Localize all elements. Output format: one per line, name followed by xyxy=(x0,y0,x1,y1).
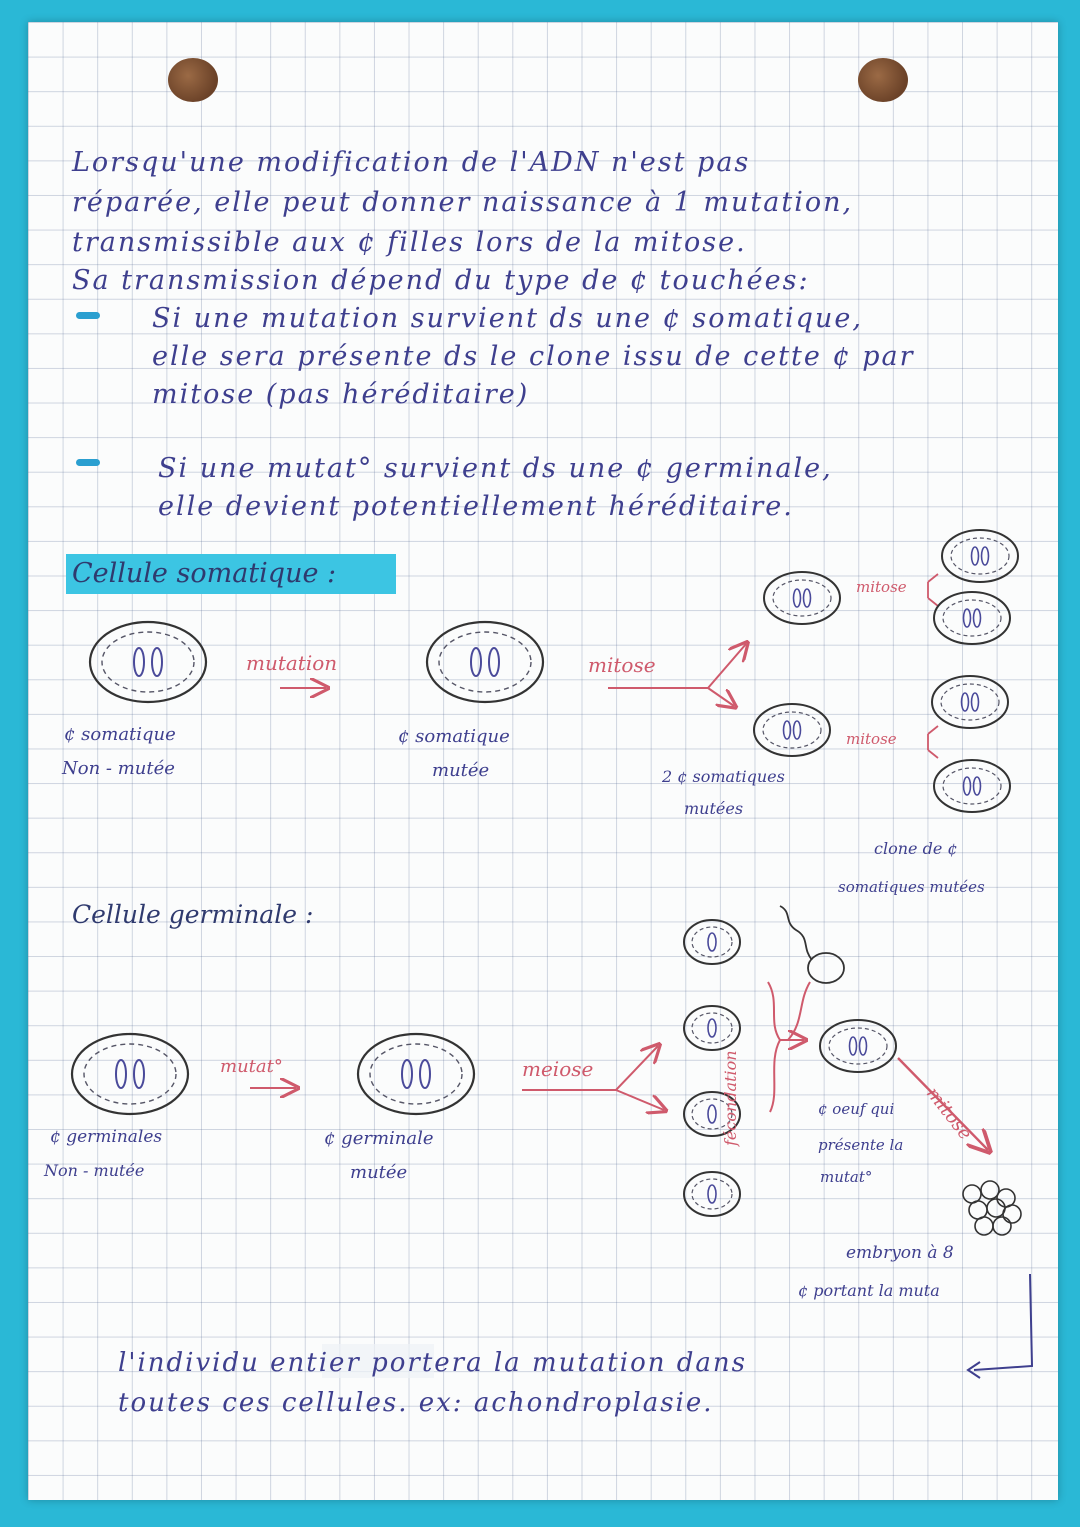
gamete-2 xyxy=(684,1006,740,1050)
label-somatic-mutated-1: ¢ somatique xyxy=(398,726,510,747)
intro-line-4: Sa transmission dépend du type de ¢ touchées: xyxy=(72,265,810,296)
label-embryo-2: ¢ portant la muta xyxy=(798,1281,940,1300)
label-egg-2: présente la xyxy=(818,1136,904,1154)
bullet-1-line-1: Si une mutation survient ds une ¢ somatique, xyxy=(152,303,863,334)
label-germinal-mutated-1: ¢ germinale xyxy=(324,1128,434,1149)
label-mitose-embryo: mitose xyxy=(921,1083,976,1145)
label-somatic-normal-2: Non - mutée xyxy=(62,758,175,779)
arrow-label-mutat: mutat° xyxy=(220,1056,283,1077)
arrow-label-mitose: mitose xyxy=(588,653,656,677)
intro-line-1: Lorsqu'une modification de l'ADN n'est pas xyxy=(72,147,751,178)
gamete-4 xyxy=(684,1172,740,1216)
label-somatic-normal-1: ¢ somatique xyxy=(64,724,176,745)
cell-germinal-mutated xyxy=(358,1034,474,1114)
conclusion-line-1: l'individu entier portera la mutation dans xyxy=(118,1348,747,1378)
cell-daughter-bottom xyxy=(754,704,830,756)
label-somatic-mutated-2: mutée xyxy=(432,760,490,781)
bullet-2-line-2: elle devient potentiellement héréditaire. xyxy=(158,491,794,522)
cell-egg xyxy=(820,1020,896,1072)
label-fecondation: fécondation xyxy=(721,1050,740,1146)
label-clone-2: somatiques mutées xyxy=(838,878,985,896)
cell-clone-2 xyxy=(934,592,1010,644)
label-mitose-bottom: mitose xyxy=(846,730,897,748)
bullet-2-line-1: Si une mutat° survient ds une ¢ germinale, xyxy=(158,453,833,484)
sperm-cell xyxy=(780,906,844,983)
label-egg-1: ¢ oeuf qui xyxy=(818,1100,895,1118)
label-daughters-2: mutées xyxy=(684,799,744,818)
bullet-1-line-3: mitose (pas héréditaire) xyxy=(152,379,530,410)
cell-clone-4 xyxy=(934,760,1010,812)
label-germinal-normal-1: ¢ germinales xyxy=(50,1127,163,1147)
gamete-1 xyxy=(684,920,740,964)
heading-somatic: Cellule somatique : xyxy=(72,558,337,589)
cell-somatic-mutated xyxy=(427,622,543,702)
label-daughters-1: 2 ¢ somatiques xyxy=(662,767,785,786)
cell-clone-1 xyxy=(942,530,1018,582)
cell-daughter-top xyxy=(764,572,840,624)
label-clone-1: clone de ¢ xyxy=(874,839,958,858)
heading-germinal: Cellule germinale : xyxy=(72,900,314,929)
arrow-label-mutation: mutation xyxy=(246,651,338,675)
intro-line-2: réparée, elle peut donner naissance à 1 mutation, xyxy=(72,187,854,218)
cell-clone-3 xyxy=(932,676,1008,728)
cell-somatic-normal xyxy=(90,622,206,702)
label-germinal-mutated-2: mutée xyxy=(350,1162,408,1183)
label-egg-3: mutat° xyxy=(820,1168,873,1186)
intro-line-3: transmissible aux ¢ filles lors de la mitose. xyxy=(72,227,747,258)
conclusion-line-2: toutes ces cellules. ex: achondroplasie. xyxy=(118,1388,714,1418)
embryo-8-cells xyxy=(963,1181,1021,1235)
label-embryo-1: embryon à 8 xyxy=(846,1243,954,1263)
notebook-page xyxy=(28,22,1058,1500)
bullet-1-line-2: elle sera présente ds le clone issu de cette ¢ par xyxy=(152,341,915,372)
cell-germinal-normal xyxy=(72,1034,188,1114)
label-germinal-normal-2: Non - mutée xyxy=(44,1161,145,1180)
arrow-label-meiose: meiose xyxy=(522,1057,594,1081)
label-mitose-top: mitose xyxy=(856,578,907,596)
